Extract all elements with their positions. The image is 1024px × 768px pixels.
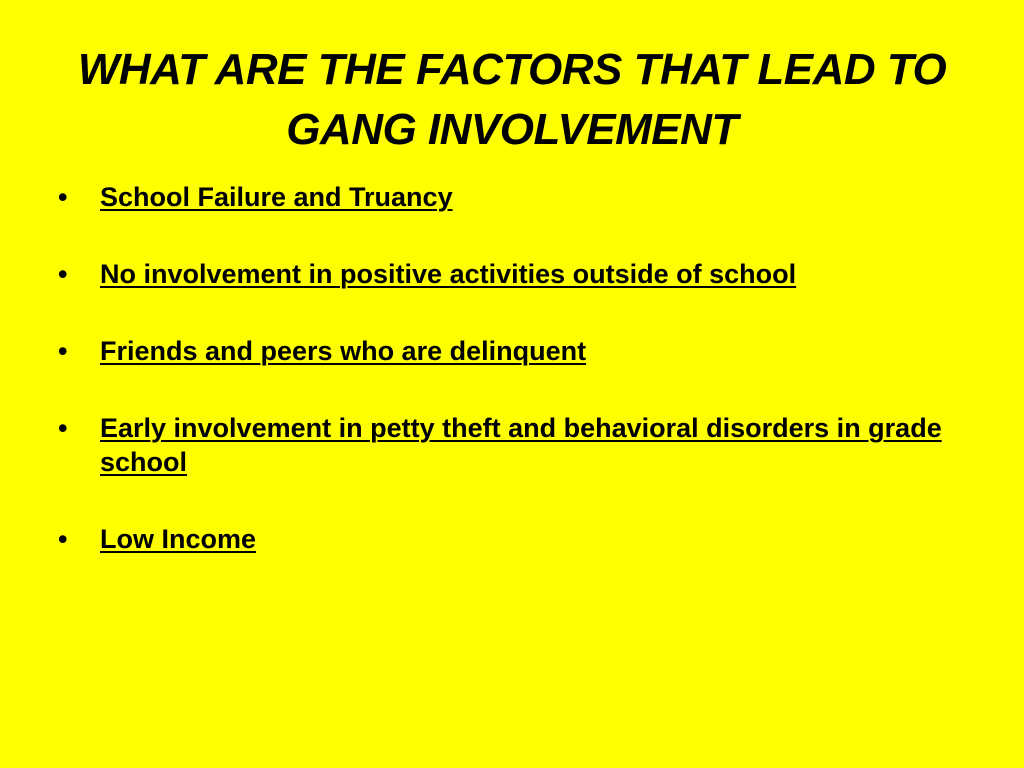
bullet-icon: • xyxy=(58,182,68,212)
bullet-icon: • xyxy=(58,524,68,554)
bullet-item xyxy=(58,411,958,479)
bullet-icon: • xyxy=(58,336,68,366)
bullet-text: Early involvement in petty theft and behavioral disorders in grade school xyxy=(100,413,942,477)
bullet-text: No involvement in positive activities outside of school xyxy=(100,259,797,289)
bullet-text: Friends and peers who are delinquent xyxy=(100,336,587,366)
bullet-text: Low Income xyxy=(100,524,257,554)
bullet-icon: • xyxy=(58,259,68,289)
bullet-icon: • xyxy=(58,413,68,443)
slide-title: WHAT ARE THE FACTORS THAT LEAD TO GANG INVOLVEMENT xyxy=(77,45,947,154)
bullet-item xyxy=(58,522,958,556)
bullet-item xyxy=(58,334,958,368)
bullet-item xyxy=(58,257,958,291)
bullet-text: School Failure and Truancy xyxy=(100,182,453,212)
bullet-list xyxy=(58,180,958,599)
bullet-item xyxy=(58,180,958,214)
